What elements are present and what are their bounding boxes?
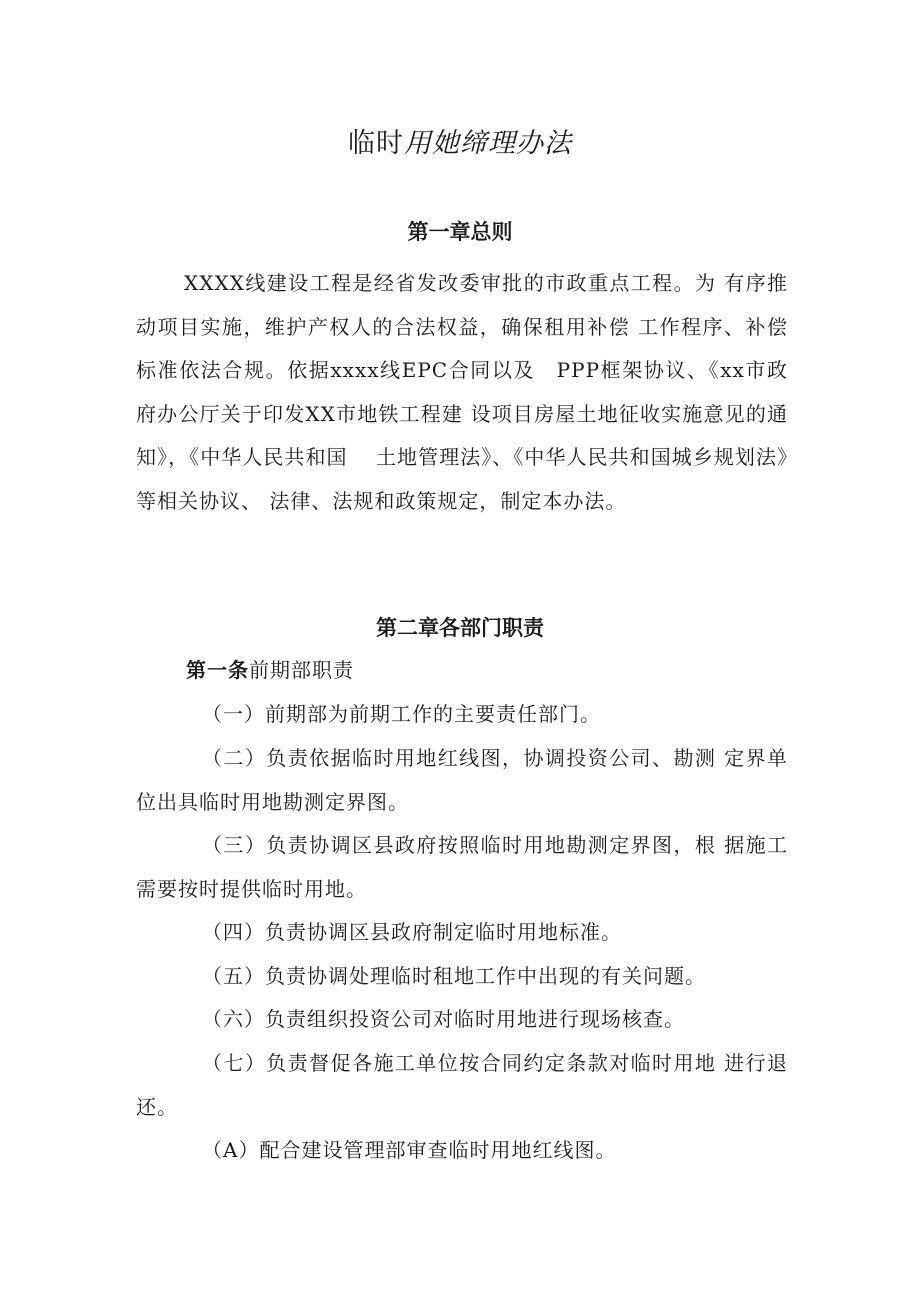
duty-item-2: （二）负责依据临时用地红线图，协调投资公司、勘测 定界单位出具临时用地勘测定界图。 [136, 746, 788, 814]
document-title [0, 124, 920, 164]
article-1-heading [186, 655, 354, 685]
article-1-number: 第一条 [186, 658, 249, 682]
duty-item-6: （六）负责组织投资公司对临时用地进行现场核查。 [202, 1007, 685, 1031]
duty-item-7: （七）负责督促各施工单位按合同约定条款对临时用地 进行退还。 [136, 1051, 788, 1119]
duty-item-4: （四）负责协调区县政府制定临时用地标准。 [202, 920, 622, 944]
document-title-plain: 临时 [348, 128, 404, 159]
chapter-1-heading: 第一章总则 [407, 220, 513, 244]
chapter-2-heading: 第二章各部门职责 [376, 616, 544, 640]
chapter-1-paragraph: XXXX线建设工程是经省发改委审批的市政重点工程。为 有序推动项目实施，维护产权人的合法权益，确保租用补偿 工作程序、补偿标准依法合规。依据xxxx线EPC合同以及 PPP框架协议、《xx市政府办公厅关于印发XX市地铁工程建 设项目房屋土地征收实施意见的通知》，《中华人民共和国 土地管理法》、《中华人民共和国城乡规划法》等相关协议、 法律、法规和政策规定，制定本办法。 [136, 271, 788, 513]
duty-item-3: （三）负责协调区县政府按照临时用地勘测定界图，根 据施工需要按时提供临时用地。 [136, 833, 788, 901]
duty-item-5: （五）负责协调处理临时租地工作中出现的有关问题。 [202, 964, 706, 988]
article-1-title: 前期部职责 [249, 658, 354, 682]
duty-item-1: （一）前期部为前期工作的主要责任部门。 [202, 702, 601, 726]
document-title-italic: 用她缔理办法 [404, 128, 572, 159]
duty-item-8: （A）配合建设管理部审查临时用地红线图。 [202, 1138, 617, 1162]
